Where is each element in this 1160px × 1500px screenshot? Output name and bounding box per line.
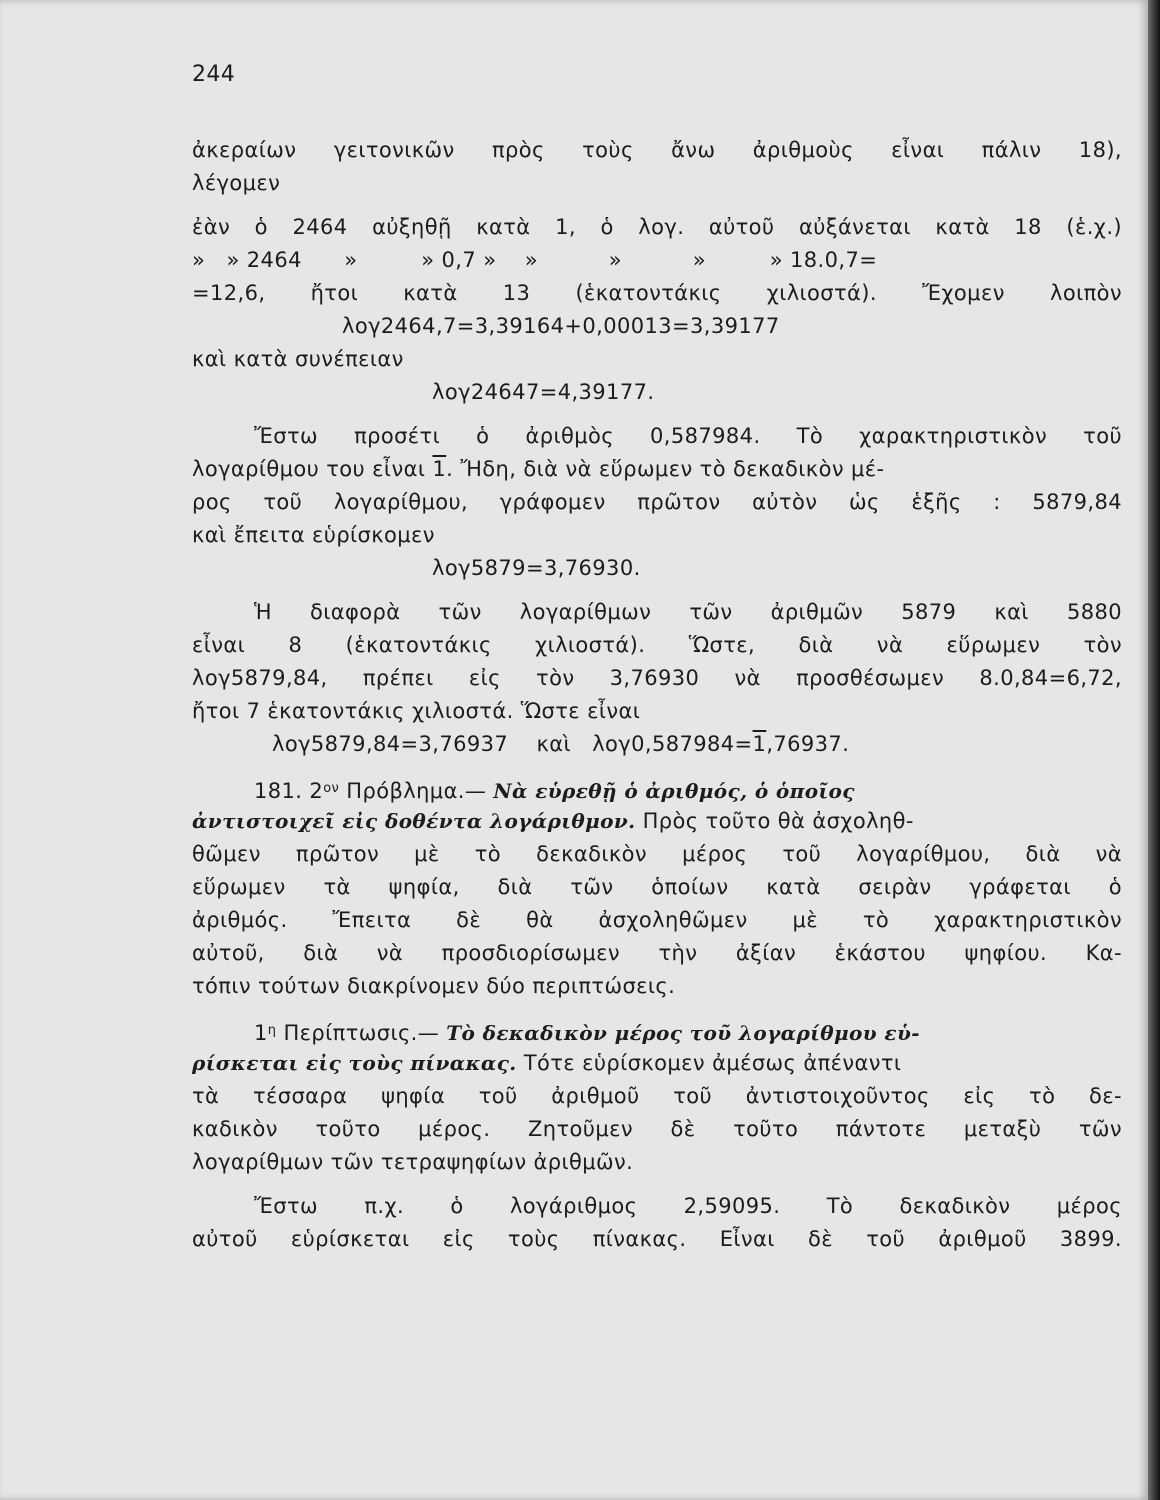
page-edge-shadow bbox=[1148, 0, 1160, 1500]
text-line: ἀκεραίων γειτονικῶν πρὸς τοὺς ἄνω ἀριθμοὺς εἶναι πάλιν 18), bbox=[192, 138, 1122, 162]
superscript: η bbox=[267, 1023, 277, 1038]
text-fragment: λογ5879,84=3,76937 καὶ λογ0,587984= bbox=[272, 732, 753, 756]
italic-text: Τὸ δεκαδικὸν μέρος τοῦ λογαρίθμου εὑ- bbox=[446, 1021, 920, 1045]
text-line: τὰ τέσσαρα ψηφία τοῦ ἀριθμοῦ τοῦ ἀντιστοιχοῦντος εἰς τὸ δε- bbox=[192, 1084, 1122, 1108]
text-line bbox=[192, 805, 1122, 838]
formula-line bbox=[192, 728, 1122, 761]
text-line: λογ5879,84, πρέπει εἰς τὸν 3,76930 νὰ προσθέσωμεν 8.0,84=6,72, bbox=[192, 666, 1122, 690]
body-text bbox=[192, 134, 1122, 1256]
text-fragment: Πρόβλημα.— bbox=[339, 779, 494, 803]
text-line: Ἔστω προσέτι ὁ ἀριθμὸς 0,587984. Τὸ χαρακτηριστικὸν τοῦ bbox=[254, 424, 1122, 448]
text-line: =12,6, ἤτοι κατὰ 13 (ἑκατοντάκις χιλιοστά). Ἔχομεν λοιπὸν bbox=[192, 281, 1122, 305]
bar-one: 1 bbox=[752, 732, 767, 756]
text-fragment: ,76937. bbox=[766, 732, 850, 756]
text-line: λογαρίθμων τῶν τετραψηφίων ἀριθμῶν. bbox=[192, 1150, 634, 1174]
bar-one: 1 bbox=[432, 457, 447, 481]
page-number: 244 bbox=[192, 62, 236, 87]
text-line: αὐτοῦ εὑρίσκεται εἰς τοὺς πίνακας. Εἶναι δὲ τοῦ ἀριθμοῦ 3899. bbox=[192, 1227, 1122, 1251]
text-line: ἀριθμός. Ἔπειτα δὲ θὰ ἀσχοληθῶμεν μὲ τὸ χαρακτηριστικὸν bbox=[192, 908, 1122, 932]
text-fragment: 181. 2 bbox=[254, 779, 324, 803]
formula-line: λογ24647=4,39177. bbox=[432, 380, 655, 404]
text-line: θῶμεν πρῶτον μὲ τὸ δεκαδικὸν μέρος τοῦ λογαρίθμου, διὰ νὰ bbox=[192, 842, 1122, 866]
text-line: ρος τοῦ λογαρίθμου, γράφομεν πρῶτον αὐτὸν ὡς ἑξῆς : 5879,84 bbox=[192, 490, 1122, 514]
text-line bbox=[192, 1047, 1122, 1080]
superscript: ον bbox=[323, 781, 340, 796]
text-line: εὕρωμεν τὰ ψηφία, διὰ τῶν ὁποίων κατὰ σειρὰν γράφεται ὁ bbox=[192, 875, 1122, 899]
text-line: εἶναι 8 (ἑκατοντάκις χιλιοστά). Ὥστε, διὰ νὰ εὕρωμεν τὸν bbox=[192, 633, 1122, 657]
text-fragment: λογαρίθμου του εἶναι bbox=[192, 457, 433, 481]
text-line bbox=[192, 453, 1122, 486]
text-line: τόπιν τούτων διακρίνομεν δύο περιπτώσεις. bbox=[192, 974, 676, 998]
section-heading bbox=[192, 772, 1122, 805]
text-line: αὐτοῦ, διὰ νὰ προσδιορίσωμεν τὴν ἀξίαν ἑκάστου ψηφίου. Κα- bbox=[192, 941, 1122, 965]
text-line: Ἔστω π.χ. ὁ λογάριθμος 2,59095. Τὸ δεκαδικὸν μέρος bbox=[254, 1194, 1122, 1218]
text-fragment: 1 bbox=[254, 1021, 268, 1045]
text-line: καὶ κατὰ συνέπειαν bbox=[192, 347, 404, 371]
italic-text: ρίσκεται εἰς τοὺς πίνακας. bbox=[192, 1051, 517, 1075]
formula-line: λογ5879=3,76930. bbox=[432, 556, 641, 580]
section-heading bbox=[192, 1014, 1122, 1047]
text-line: Ἡ διαφορὰ τῶν λογαρίθμων τῶν ἀριθμῶν 5879 καὶ 5880 bbox=[254, 600, 1122, 624]
text-fragment: . Ἤδη, διὰ νὰ εὕρωμεν τὸ δεκαδικὸν μέ- bbox=[446, 457, 885, 481]
text-line: ἤτοι 7 ἑκατοντάκις χιλιοστά. Ὥστε εἶναι bbox=[192, 699, 641, 723]
text-fragment: Πρὸς τοῦτο θὰ ἀσχοληθ- bbox=[635, 809, 914, 833]
text-fragment: Περίπτωσις.— bbox=[276, 1021, 447, 1045]
formula-line: λογ2464,7=3,39164+0,00013=3,39177 bbox=[342, 314, 780, 338]
text-line: λέγομεν bbox=[192, 171, 281, 195]
text-fragment: Τότε εὑρίσκομεν ἀμέσως ἀπέναντι bbox=[516, 1051, 902, 1075]
italic-text: ἀντιστοιχεῖ εἰς δοθέντα λογάριθμον. bbox=[192, 809, 636, 833]
text-line: » » 2464 » » 0,7 » » » » » 18.0,7= bbox=[192, 248, 878, 272]
text-line: καὶ ἔπειτα εὑρίσκομεν bbox=[192, 523, 435, 547]
text-line: ἐὰν ὁ 2464 αὐξηθῇ κατὰ 1, ὁ λογ. αὐτοῦ αὐξάνεται κατὰ 18 (ἑ.χ.) bbox=[192, 215, 1122, 239]
italic-text: Νὰ εὑρεθῇ ὁ ἀριθμός, ὁ ὁποῖος bbox=[493, 779, 855, 803]
text-line: καδικὸν τοῦτο μέρος. Ζητοῦμεν δὲ τοῦτο πάντοτε μεταξὺ τῶν bbox=[192, 1117, 1122, 1141]
